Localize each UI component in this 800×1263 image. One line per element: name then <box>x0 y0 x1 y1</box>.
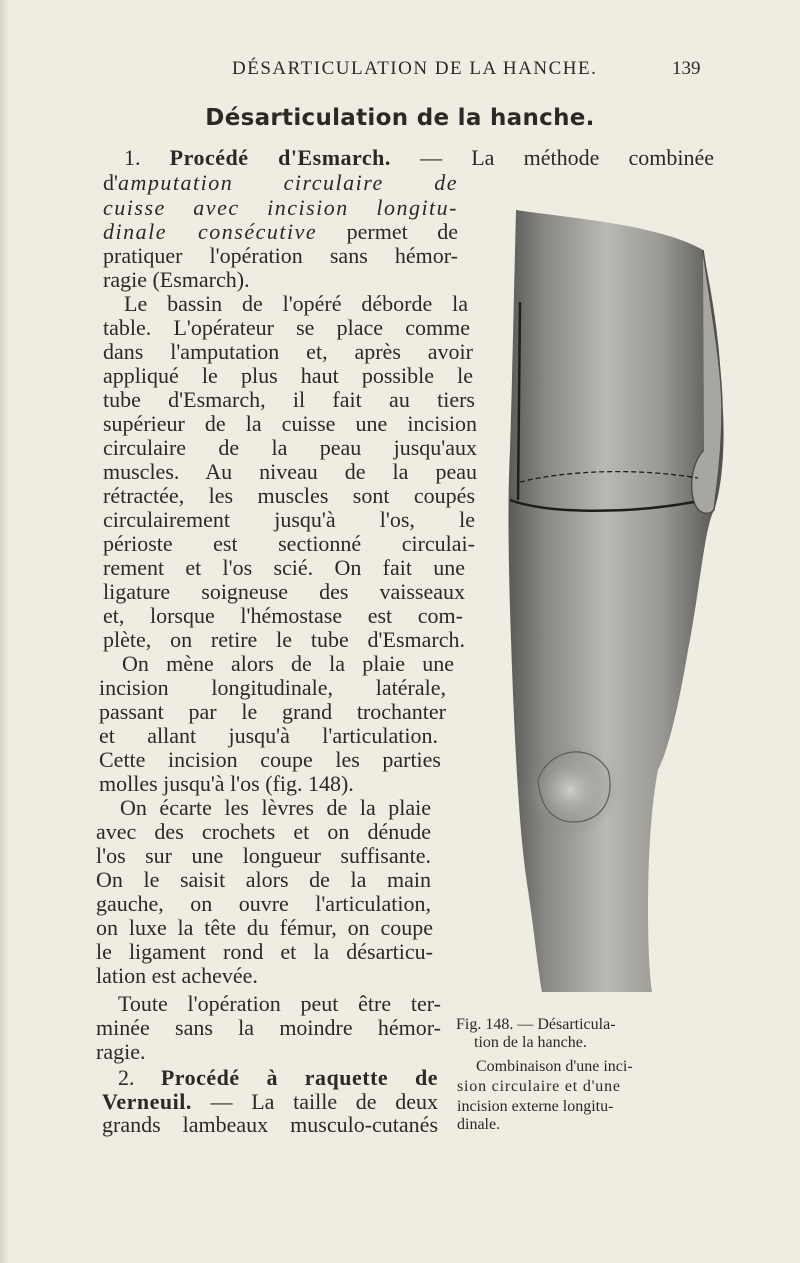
text-line: supérieur de la cuisse une incision <box>103 411 477 436</box>
text-line: pratiquer l'opération sans hémor- <box>103 243 458 268</box>
page-number: 139 <box>672 58 701 79</box>
text-span: — La taille de deux <box>210 1089 438 1114</box>
text-line: plète, on retire le tube d'Esmarch. <box>103 627 465 652</box>
section-title: Désarticulation de la hanche. <box>205 105 595 131</box>
text-line <box>102 1090 438 1114</box>
text-line <box>103 220 458 244</box>
text-line: molles jusqu'à l'os (fig. 148). <box>99 771 354 796</box>
figure-caption: Combinaison d'une inci- <box>476 1058 633 1075</box>
text-line <box>124 146 714 170</box>
figure-caption: dinale. <box>457 1116 501 1133</box>
text-line: le ligament rond et la désarticu- <box>96 939 433 964</box>
text-line: minée sans la moindre hémor- <box>96 1015 441 1040</box>
figure-caption-title: tion de la hanche. <box>474 1034 587 1051</box>
text-line: lation est achevée. <box>96 963 258 988</box>
figure-caption: sion circulaire et d'une <box>457 1078 621 1095</box>
procedure-heading: Verneuil. <box>102 1089 192 1114</box>
text-line: Toute l'opération peut être ter- <box>118 991 441 1016</box>
procedure-heading: Procédé d'Esmarch. <box>169 145 391 170</box>
text-line: On mène alors de la plaie une <box>122 651 454 676</box>
procedure-heading: Procédé à raquette de <box>160 1065 438 1090</box>
text-line: table. L'opérateur se place comme <box>103 315 470 340</box>
text-line: ragie (Esmarch). <box>103 267 250 292</box>
binding-edge <box>0 0 10 1263</box>
figure-caption: incision externe longitu- <box>457 1098 614 1115</box>
leg-silhouette <box>509 210 724 992</box>
procedure-number: 1. <box>124 145 141 170</box>
text-line: On le saisit alors de la main <box>96 867 431 892</box>
text-line: gauche, on ouvre l'articulation, <box>96 891 431 916</box>
text-line: incision longitudinale, latérale, <box>99 675 446 700</box>
figure-148-leg-illustration <box>508 210 730 1000</box>
text-line: avec des crochets et on dénude <box>96 819 431 844</box>
text-line: et, lorsque l'hémostase est com- <box>103 603 463 628</box>
text-line: appliqué le plus haut possible le <box>103 363 473 388</box>
text-line: dans l'amputation et, après avoir <box>103 339 473 364</box>
text-span: d' <box>103 170 118 195</box>
text-line: cuisse avec incision longitu- <box>103 195 458 220</box>
text-line: passant par le grand trochanter <box>99 699 446 724</box>
text-line: périoste est sectionné circulai- <box>103 531 475 556</box>
figure-caption-title: Fig. 148. — Désarticula- <box>456 1016 616 1033</box>
text-line: et allant jusqu'à l'articulation. <box>99 723 438 748</box>
procedure-number: 2. <box>118 1065 135 1090</box>
text-span: — La méthode combinée <box>420 145 714 170</box>
text-line: on luxe la tête du fémur, on coupe <box>96 915 433 940</box>
text-line: muscles. Au niveau de la peau <box>103 459 477 484</box>
text-span-italic: amputation circulaire de <box>117 170 458 195</box>
text-line: tube d'Esmarch, il fait au tiers <box>103 387 475 412</box>
running-title: DÉSARTICULATION DE LA HANCHE. <box>232 58 598 79</box>
text-line: Le bassin de l'opéré déborde la <box>124 291 468 316</box>
text-line: rement et l'os scié. On fait une <box>103 555 465 580</box>
text-line: On écarte les lèvres de la plaie <box>120 795 431 820</box>
text-line: rétractée, les muscles sont coupés <box>103 483 475 508</box>
text-line <box>118 1066 438 1090</box>
text-line: l'os sur une longueur suffisante. <box>96 843 431 868</box>
text-line: Cette incision coupe les parties <box>99 747 441 772</box>
text-line <box>103 171 458 195</box>
text-line: grands lambeaux musculo-cutanés <box>102 1112 438 1137</box>
text-line: circulairement jusqu'à l'os, le <box>103 507 475 532</box>
text-line: ragie. <box>96 1039 146 1064</box>
text-span-italic: dinale consécutive <box>103 219 318 244</box>
text-line: circulaire de la peau jusqu'aux <box>103 435 477 460</box>
text-span: permet de <box>346 219 458 244</box>
text-line: ligature soigneuse des vaisseaux <box>103 579 465 604</box>
